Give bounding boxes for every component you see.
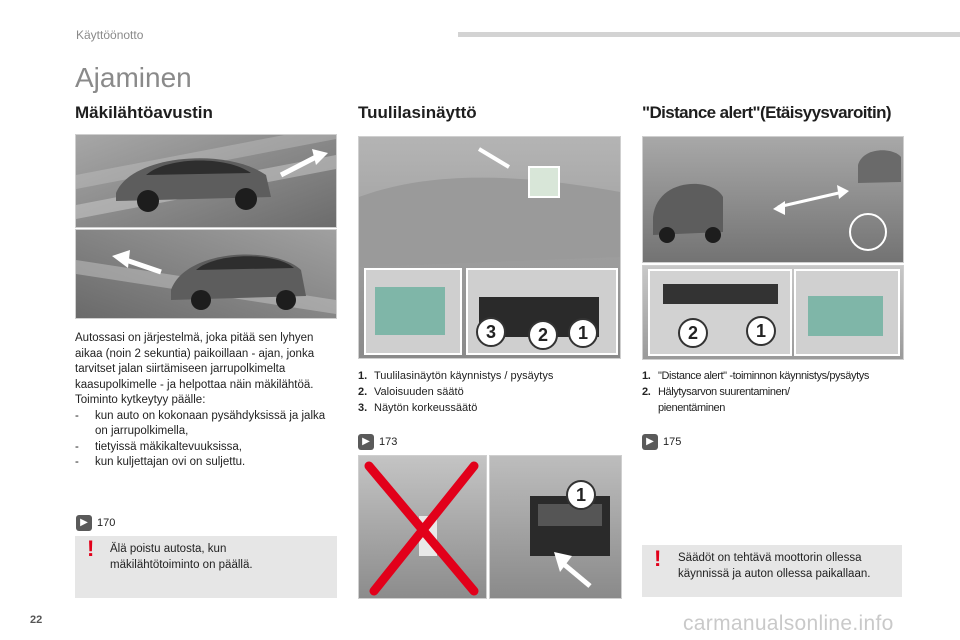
hill-start-title: Mäkilähtöavustin xyxy=(75,103,213,122)
callout-1-bottom: 1 xyxy=(566,480,596,510)
hill-start-image-bottom xyxy=(75,229,337,319)
callout-2: 2 xyxy=(528,320,558,350)
distance-controls-list xyxy=(642,368,904,416)
list-item: - tietyissä mäkikaltevuuksissa, xyxy=(75,440,242,453)
hill-start-description xyxy=(75,331,337,471)
distance-controls-image xyxy=(642,265,904,360)
warning-icon: ! xyxy=(87,536,95,561)
section-label: Käyttöönotto xyxy=(76,28,144,42)
list-item: 3. Näytön korkeussäätö xyxy=(358,402,478,414)
callout-3: 3 xyxy=(476,317,506,347)
distance-page-ref[interactable]: ▶ 175 xyxy=(642,434,681,450)
warning-icon: ! xyxy=(654,546,662,571)
hud-title: Tuulilasinäyttö xyxy=(358,103,477,122)
hud-page-ref[interactable]: ▶ 173 xyxy=(358,434,397,450)
page-title: Ajaminen xyxy=(75,62,192,93)
list-item: 2. Hälytysarvon suurentaminen/ pienentäminen xyxy=(642,386,790,414)
hill-start-intro: Toiminto kytkeytyy päälle: xyxy=(75,394,206,406)
list-item: - kun auto on kokonaan pysähdyksissä ja jalka on jarrupolkimella, xyxy=(75,409,326,437)
hill-start-image-top xyxy=(75,134,337,228)
callout-1: 1 xyxy=(746,316,776,346)
distance-alert-image xyxy=(642,136,904,263)
page-ref-icon: ▶ xyxy=(358,434,374,450)
hud-button-image xyxy=(489,455,622,599)
list-item: - kun kuljettajan ovi on suljettu. xyxy=(75,456,246,468)
hud-controls-list xyxy=(358,368,620,416)
hill-start-warning xyxy=(75,536,337,598)
hud-warning-image xyxy=(358,455,487,599)
header-bar xyxy=(458,32,960,37)
warning-text: Säädöt on tehtävä moottorin ollessa käynnissä ja auton ollessa paikallaan. xyxy=(678,552,871,580)
hill-start-paragraph: Autossasi on järjestelmä, joka pitää sen lyhyen aikaa (noin 2 sekuntia) paikoillaan - ajan, jonka tarvitset jalan siirtämiseen jarrupolkimelta kaasupolkimelle - ja helpottaa näin mäkilähtöä. xyxy=(75,332,315,391)
callout-2: 2 xyxy=(678,318,708,348)
list-item: 1. Tuulilasinäytön käynnistys / pysäytys xyxy=(358,370,554,382)
warning-text: Älä poistu autosta, kun mäkilähtötoiminto on päällä. xyxy=(110,543,253,571)
page-ref-icon: ▶ xyxy=(76,515,92,531)
distance-warning xyxy=(642,545,902,597)
list-item: 1. "Distance alert" -toiminnon käynnistys/pysäytys xyxy=(642,370,869,382)
watermark: carmanualsonline.info xyxy=(683,612,894,635)
page-number: 22 xyxy=(30,614,43,626)
list-item: 2. Valoisuuden säätö xyxy=(358,386,464,398)
page-ref-icon: ▶ xyxy=(642,434,658,450)
callout-1: 1 xyxy=(568,318,598,348)
hill-start-page-ref[interactable]: ▶ 170 xyxy=(76,515,115,531)
distance-title: "Distance alert"(Etäisyysvaroitin) xyxy=(642,103,891,122)
